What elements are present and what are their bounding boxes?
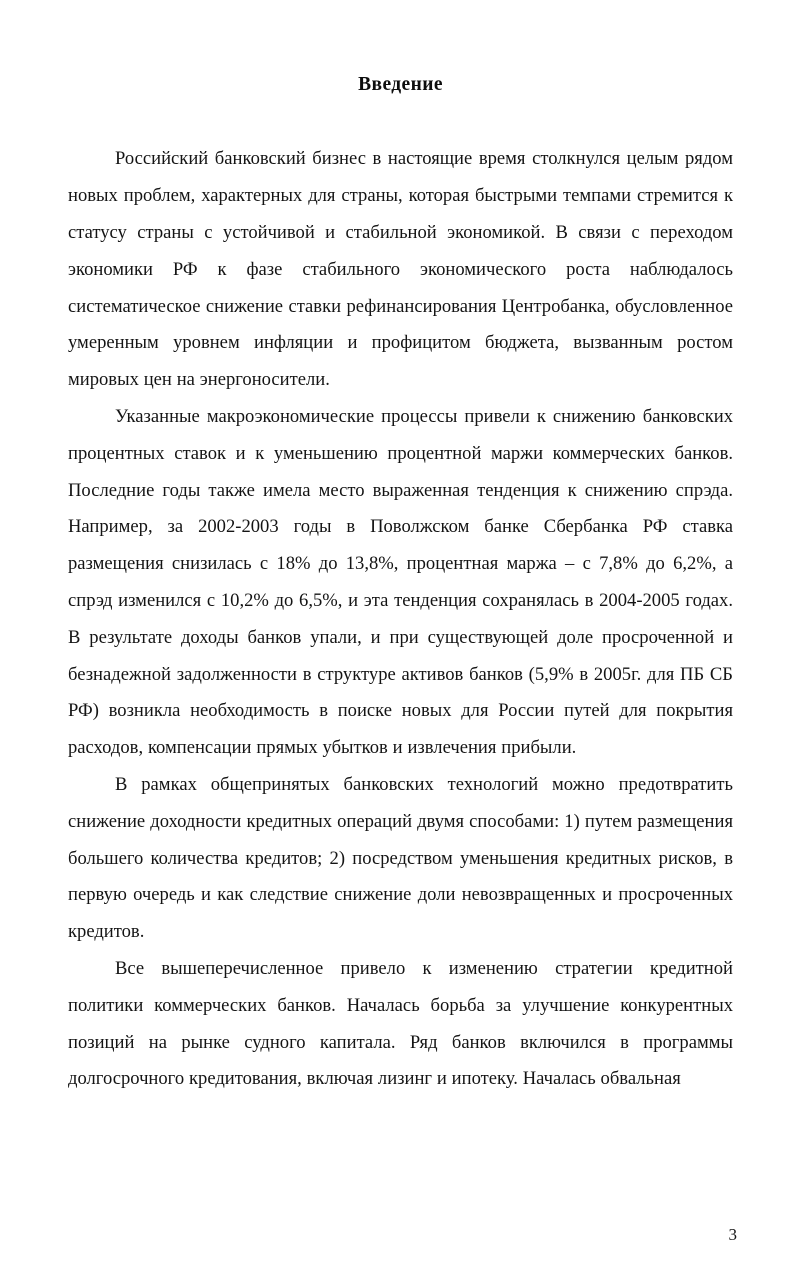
paragraph: Указанные макроэкономические процессы привели к снижению банковских процентных ставок и к уменьшению процентной маржи коммерческих банков. Последние годы также имела место выраженная тенденция к снижению спрэда. Например, за 2002-2003 годы в Поволжском банке Сбербанка РФ ставка размещения снизилась с 18% до 13,8%, процентная маржа – с 7,8% до 6,2%, а спрэд изменился с 10,2% до 6,5%, и эта тенденция сохранялась в 2004-2005 годах. В результате доходы банков упали, и при существующей доле просроченной и безнадежной задолженности в структуре активов банков (5,9% в 2005г. для ПБ СБ РФ) возникла необходимость в поиске новых для России путей для покрытия расходов, компенсации прямых убытков и извлечения прибыли. bbox=[68, 406, 733, 759]
page-number: 3 bbox=[728, 1225, 737, 1244]
paragraph: Российский банковский бизнес в настоящие время столкнулся целым рядом новых проблем, характерных для страны, которая быстрыми темпами стремится к статусу страны с устойчивой и стабильной экономикой. В связи с переходом экономики РФ к фазе стабильного экономического роста наблюдалось систематическое снижение ставки рефинансирования Центробанка, обусловленное умеренным уровнем инфляции и профицитом бюджета, вызванным ростом мировых цен на энергоносители. bbox=[68, 148, 733, 391]
page-title: Введение bbox=[358, 74, 443, 95]
page-content bbox=[68, 74, 733, 1098]
body-text bbox=[68, 141, 733, 1098]
paragraph: В рамках общепринятых банковских технологий можно предотвратить снижение доходности кредитных операций двумя способами: 1) путем размещения большего количества кредитов; 2) посредством уменьшения кредитных рисков, в первую очередь и как следствие снижение доли невозвращенных и просроченных кредитов. bbox=[68, 773, 733, 943]
paragraph: Все вышеперечисленное привело к изменению стратегии кредитной политики коммерческих банков. Началась борьба за улучшение конкурентных позиций на рынке судного капитала. Ряд банков включился в программы долгосрочного кредитования, включая лизинг и ипотеку. Началась обвальная bbox=[68, 957, 733, 1090]
